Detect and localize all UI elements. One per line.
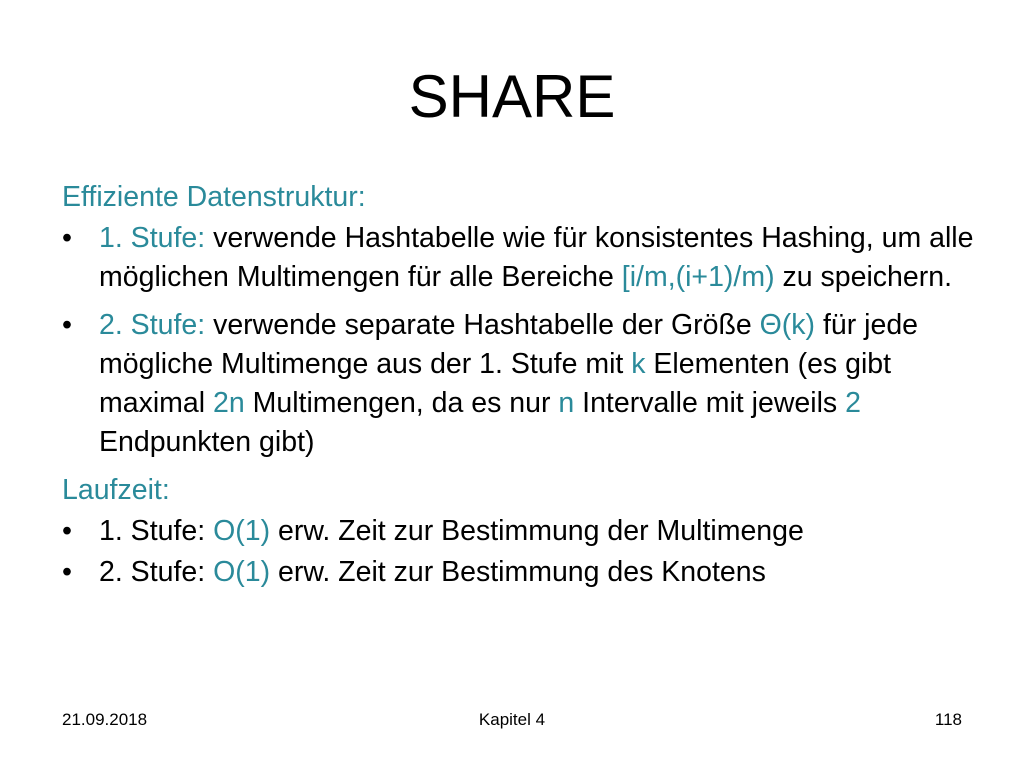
bullet-segment: 2. Stufe: xyxy=(99,556,214,588)
bullet-segment: 2. Stufe: xyxy=(99,309,214,341)
slide-title: SHARE xyxy=(408,63,616,130)
bullet-segment: 1. Stufe: xyxy=(99,515,214,547)
bullet-dot: • xyxy=(62,556,72,588)
bullet-segment: erw. Zeit zur Bestimmung der Multimenge xyxy=(270,515,804,547)
footer-date: 21.09.2018 xyxy=(62,710,148,729)
bullet-segment: Intervalle mit jeweils xyxy=(574,387,846,419)
bullet-dot: • xyxy=(62,309,72,341)
section-heading-runtime: Laufzeit: xyxy=(62,474,170,506)
bullet-dot: • xyxy=(62,222,72,254)
bullet-segment: Θ(k) xyxy=(759,309,816,341)
section-heading-datastructure: Effiziente Datenstruktur: xyxy=(62,181,366,213)
bullet-segment: 2n xyxy=(213,387,245,419)
bullet-segment: Endpunkten gibt) xyxy=(99,426,315,458)
footer-page-number: 118 xyxy=(934,710,962,729)
bullet-segment: k xyxy=(631,348,646,380)
bullet-item xyxy=(62,219,982,297)
bullet-item xyxy=(62,512,982,551)
bullet-segment: [i/m,(i+1)/m) xyxy=(621,261,775,293)
bullet-item xyxy=(62,553,982,592)
bullet-segment: 2 xyxy=(845,387,861,419)
bullet-segment: zu speichern. xyxy=(774,261,953,293)
bullet-segment: erw. Zeit zur Bestimmung des Knotens xyxy=(270,556,766,588)
bullet-segment: n xyxy=(558,387,575,419)
bullet-dot: • xyxy=(62,515,72,547)
bullet-segment: Elementen (es gibt maximal xyxy=(99,348,892,419)
bullet-segment: verwende separate Hashtabelle der Größe xyxy=(213,309,760,341)
bullet-item xyxy=(62,306,982,462)
bullet-segment: O(1) xyxy=(213,515,271,547)
bullet-segment: 1. Stufe: xyxy=(99,222,214,254)
bullet-segment: für jede mögliche Multimenge aus der 1. Stufe mit xyxy=(99,309,919,380)
bullet-segment: verwende Hashtabelle wie für konsistentes Hashing, um alle möglichen Multimengen für alle Bereiche xyxy=(99,222,974,293)
bullet-segment: Multimengen, da es nur xyxy=(244,387,559,419)
slide-body xyxy=(62,178,982,592)
bullet-segment: O(1) xyxy=(213,556,271,588)
footer-chapter: Kapitel 4 xyxy=(478,710,546,729)
